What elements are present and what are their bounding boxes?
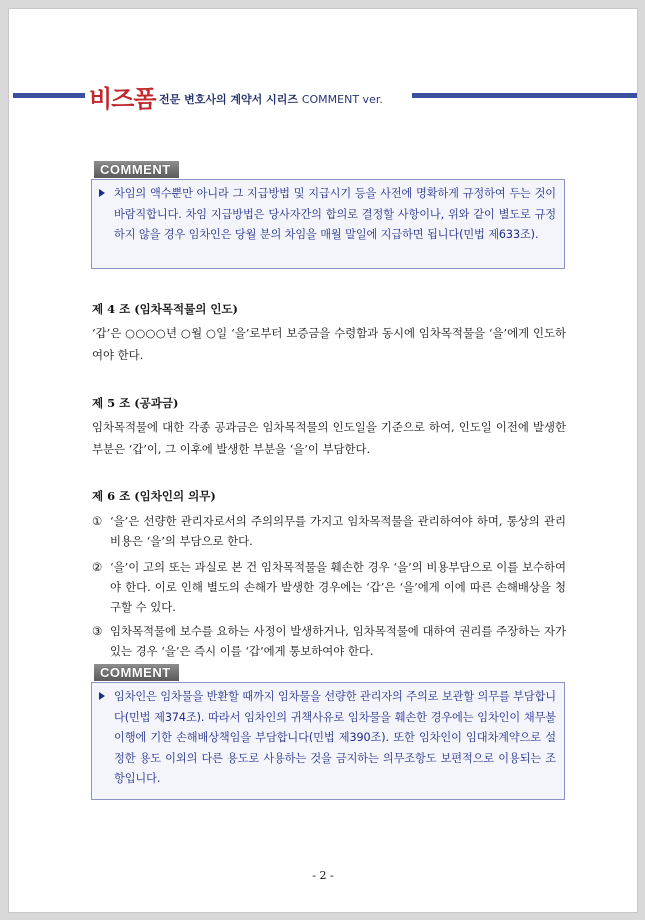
header-rule-right: [412, 93, 637, 98]
article-5-body: 임차목적물에 대한 각종 공과금은 임차목적물의 인도일을 기준으로 하여, 인도일 이전에 발생한 부분은 ‘갑’이, 그 이후에 발생한 부분을 ‘을’이 부담한다.: [92, 420, 566, 456]
article-6-title: 제 6 조 (임차인의 의무): [92, 489, 216, 503]
item-number: ③: [92, 624, 103, 638]
comment-text: 차임의 액수뿐만 아니라 그 지급방법 및 지급시기 등을 사전에 명확하게 규정하여 두는 것이 바람직합니다. 차임 지급방법은 당사자간의 합의로 결정할 사항이나, 위와 같이 별도로 규정하지 않을 경우 임차인은 당월 분의 차임을 매월 말일에 지급하면 됩니다(민법 제633조).: [114, 187, 556, 241]
item-text: ‘을’은 선량한 관리자로서의 주의의무를 가지고 임차목적물을 관리하여야 하며, 통상의 관리비용은 ‘을’의 부담으로 한다.: [110, 514, 566, 548]
tagline-korean: 전문 변호사의 계약서 시리즈: [159, 93, 298, 106]
item-number: ②: [92, 560, 103, 574]
item-number: ①: [92, 514, 103, 528]
comment-label: COMMENT: [94, 664, 179, 681]
header-tagline: [159, 91, 383, 107]
arrow-icon: [99, 692, 105, 700]
article-6-item-1: [92, 511, 566, 551]
comment-box: [91, 179, 565, 269]
brand-logo: 비즈폼: [89, 85, 156, 113]
comment-text: 임차인은 임차물을 반환할 때까지 임차물을 선량한 관리자의 주의로 보관할 의무를 부담합니다(민법 제374조). 따라서 임차인의 귀책사유로 임차물을 훼손한 경우에는 임차인이 채무불이행에 기한 손해배상책임을 부담합니다(민법 제390조). 또한 임차인이 임대차계약으로 설정한 용도 이외의 다른 용도로 사용하는 것을 금지하는 의무조항도 보편적으로 이용되는 조항입니다.: [114, 690, 556, 785]
article-4-title: 제 4 조 (임차목적물의 인도): [92, 302, 238, 316]
comment-box: [91, 682, 565, 800]
page-number: - 2 -: [312, 869, 334, 882]
tagline-english: COMMENT ver.: [301, 93, 383, 106]
article-5-title: 제 5 조 (공과금): [92, 396, 179, 410]
article-4-body: ‘갑’은 ○○○○년 ○월 ○일 ‘을’로부터 보증금을 수령함과 동시에 임차목적물을 ‘을’에게 인도하여야 한다.: [92, 326, 566, 362]
arrow-icon: [99, 189, 105, 197]
article-6-item-2: [92, 557, 566, 617]
comment-label: COMMENT: [94, 161, 179, 178]
document-page: [8, 8, 638, 913]
item-text: 임차목적물에 보수를 요하는 사정이 발생하거나, 임차목적물에 대하여 권리를 주장하는 자가 있는 경우 ‘을’은 즉시 이를 ‘갑’에게 통보하여야 한다.: [110, 624, 566, 658]
item-text: ‘을’이 고의 또는 과실로 본 건 임차목적물을 훼손한 경우 ‘을’의 비용부담으로 이를 보수하여야 한다. 이로 인해 별도의 손해가 발생한 경우에는 ‘갑’은 ‘을’에게 이에 따른 손해배상을 청구할 수 있다.: [110, 560, 566, 614]
header-rule-left: [13, 93, 85, 98]
article-6-item-3: [92, 621, 566, 661]
